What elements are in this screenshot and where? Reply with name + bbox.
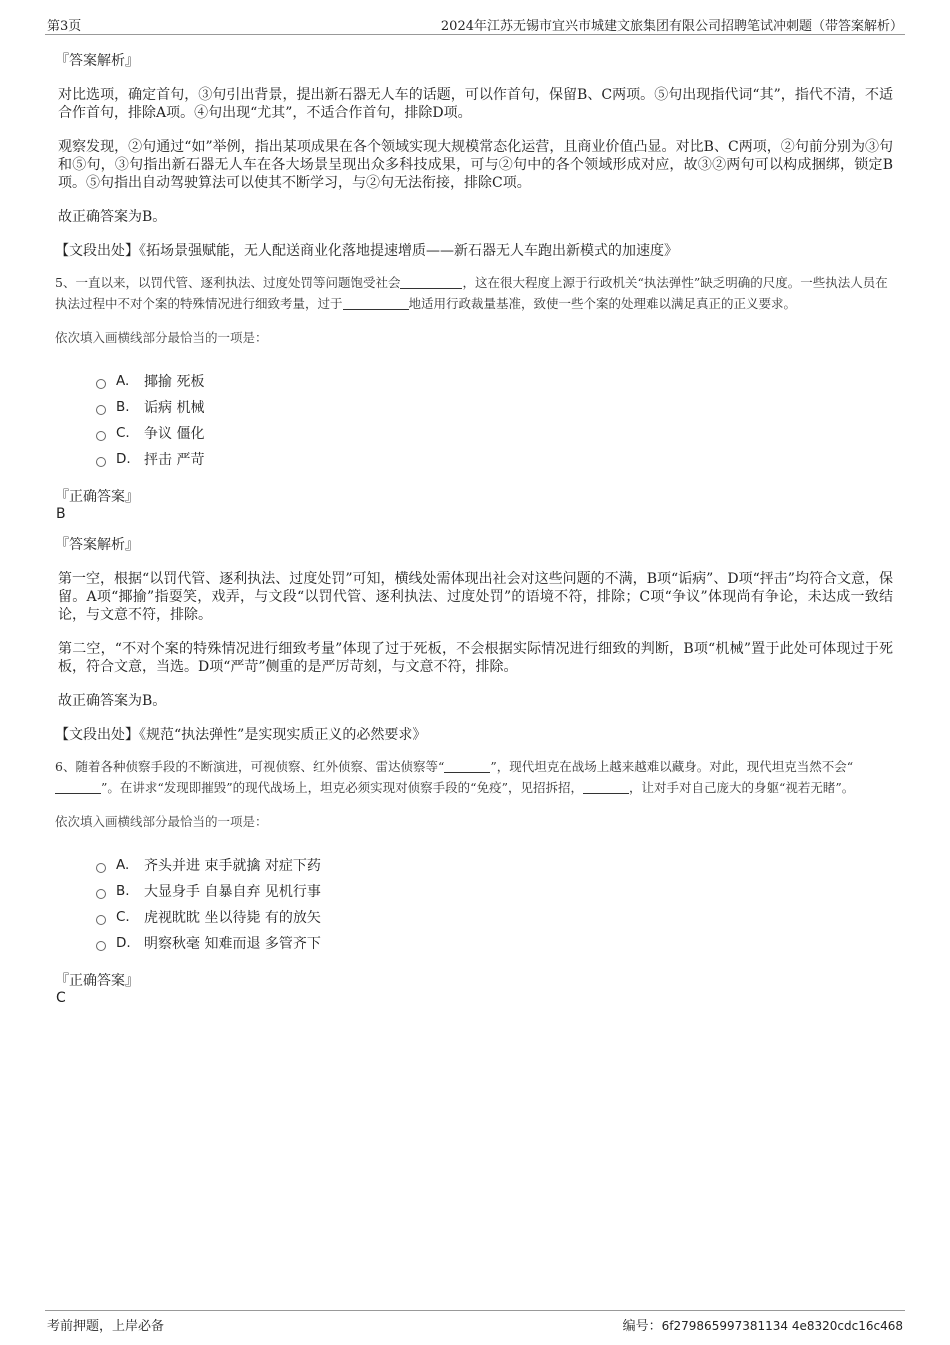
q6-text-c: ”。在讲求“发现即摧毁”的现代战场上，坦克必须实现对侦察手段的“免疫”，见招拆招，: [101, 780, 583, 795]
q5-answer: B: [56, 506, 66, 522]
page-content: [55, 50, 893, 1018]
document-title: 2024年江苏无锡市宜兴市城建文旅集团有限公司招聘笔试冲刺题（带答案解析）: [440, 19, 903, 34]
q6-blank-2: [55, 781, 101, 794]
q5-blank-2: [343, 297, 409, 310]
q6-option-b[interactable]: B. 大显身手 自暴自弃 见机行事: [96, 878, 893, 904]
page-number: 第3页: [47, 19, 82, 34]
q6-blank-1: [444, 760, 490, 773]
radio-icon[interactable]: [96, 889, 106, 899]
radio-icon[interactable]: [96, 941, 106, 951]
q5-options: [96, 368, 893, 472]
q5-option-b[interactable]: B. 诟病 机械: [96, 394, 893, 420]
q6-option-c[interactable]: C. 虎视眈眈 坐以待毙 有的放矢: [96, 904, 893, 930]
q6-options: [96, 852, 893, 956]
q5-instruction: 依次填入画横线部分最恰当的一项是：: [55, 330, 268, 345]
radio-icon[interactable]: [96, 405, 106, 415]
radio-icon[interactable]: [96, 431, 106, 441]
q4-analysis-para-2: 观察发现，②句通过“如”举例，指出某项成果在各个领域实现大规模常态化运营，且商业价值凸显。对比B、C两项，②句前分别为③句和⑤句，③句指出新石器无人车在各大场景呈现出众多科技成果，可与②句中的各个领域形成对应，故③②两句可以构成捆绑，锁定B项。⑤句指出自动驾驶算法可以使其不断学习，与②句无法衔接，排除C项。: [58, 139, 893, 191]
q5-analysis-title: 『答案解析』: [55, 537, 139, 553]
q6-blank-3: [583, 781, 629, 794]
footer-code: [623, 1315, 903, 1334]
footer-slogan: 考前押题，上岸必备: [47, 1319, 165, 1334]
q6-text-b: ”，现代坦克在战场上越来越难以藏身。对此，现代坦克当然不会“: [490, 759, 854, 774]
q5-blank-1: [400, 276, 462, 289]
q6-text-d: ，让对手对自己庞大的身躯“视若无睹”。: [628, 780, 855, 795]
q5-option-c[interactable]: C. 争议 僵化: [96, 420, 893, 446]
q6-instruction: 依次填入画横线部分最恰当的一项是：: [55, 814, 268, 829]
q5-text-c: 地适用行政裁量基准，致使一些个案的处理难以满足真正的正义要求。: [408, 296, 797, 311]
q5-option-d[interactable]: D. 抨击 严苛: [96, 446, 893, 472]
radio-icon[interactable]: [96, 915, 106, 925]
footer-code-label: 编号：: [622, 1319, 662, 1334]
q6-option-d[interactable]: D. 明察秋毫 知难而退 多管齐下: [96, 930, 893, 956]
radio-icon[interactable]: [96, 863, 106, 873]
footer-code-value: 6f279865997381134 4e8320cdc16c468: [661, 1319, 903, 1333]
q5-answer-title: 『正确答案』: [55, 489, 139, 505]
q6-text-a: 6、随着各种侦察手段的不断演进，可视侦察、红外侦察、雷达侦察等“: [55, 759, 445, 774]
page-header: [45, 14, 905, 35]
q5-analysis-para-2: 第二空，“不对个案的特殊情况进行细致考量”体现了过于死板，不会根据实际情况进行细致的判断，B项“机械”置于此处可体现过于死板，符合文意，当选。D项“严苛”侧重的是严厉苛刻，与文意不符，排除。: [58, 641, 893, 675]
page-footer: [45, 1310, 905, 1333]
radio-icon[interactable]: [96, 457, 106, 467]
q5-conclusion: 故正确答案为B。: [58, 693, 167, 709]
q4-conclusion: 故正确答案为B。: [58, 209, 167, 225]
q5-text-b: ，这在很大程度上源于行政机关“执法弹性”缺乏明确的尺度。一些执法人员在执法过程中不对个案的特殊情况进行细致考量，过于: [55, 275, 888, 311]
q4-source: 【文段出处】《拓场景强赋能，无人配送商业化落地提速增质——新石器无人车跑出新模式的加速度》: [55, 243, 678, 259]
q4-analysis-title: 『答案解析』: [55, 53, 139, 69]
radio-icon[interactable]: [96, 379, 106, 389]
q6-answer-title: 『正确答案』: [55, 973, 139, 989]
q6-option-a[interactable]: A. 齐头并进 束手就擒 对症下药: [96, 852, 893, 878]
q5-option-a[interactable]: A. 揶揄 死板: [96, 368, 893, 394]
q4-analysis-para-1: 对比选项，确定首句，③句引出背景，提出新石器无人车的话题，可以作首句，保留B、C两项。⑤句出现指代词“其”，指代不清，不适合作首句，排除A项。④句出现“尤其”，不适合作首句，排除D项。: [58, 87, 893, 121]
q5-source: 【文段出处】《规范“执法弹性”是实现实质正义的必然要求》: [55, 727, 427, 743]
q6-question: [55, 756, 893, 798]
q5-analysis-para-1: 第一空，根据“以罚代管、逐利执法、过度处罚”可知，横线处需体现出社会对这些问题的不满，B项“诟病”、D项“抨击”均符合文意，保留。A项“揶揄”指耍笑，戏弄，与文段“以罚代管、逐利执法、过度处罚”的语境不符，排除；C项“争议”体现尚有争论，未达成一致结论，与文意不符，排除。: [58, 571, 893, 623]
q6-answer: C: [56, 990, 66, 1006]
q5-question: [55, 272, 893, 314]
q5-text-a: 5、一直以来，以罚代管、逐利执法、过度处罚等问题饱受社会: [55, 275, 401, 290]
